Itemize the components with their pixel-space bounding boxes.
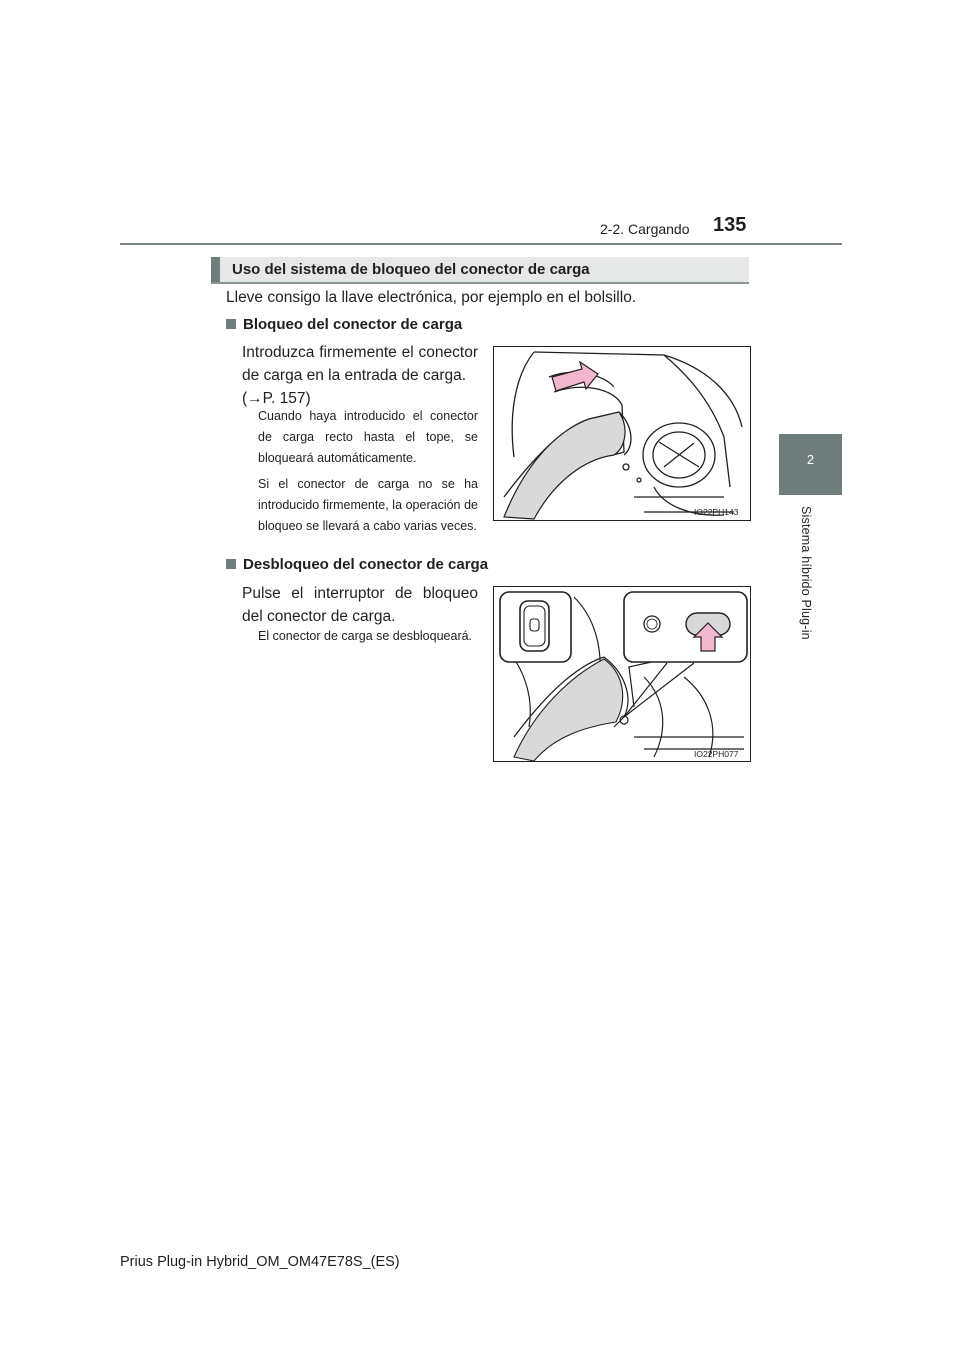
lock-notes (258, 406, 478, 542)
unlock-subheading-text: Desbloqueo del conector de carga (243, 556, 489, 573)
lock-illustration (493, 346, 751, 521)
charging-connector-insert-drawing (494, 347, 750, 520)
lock-subheading-text: Bloqueo del conector de carga (243, 316, 463, 333)
running-header-section: 2-2. Cargando (600, 221, 690, 237)
key-fob-icon (520, 601, 549, 651)
lock-page-reference: (→P. 157) (242, 390, 311, 407)
unlock-subheading (226, 556, 488, 573)
document-footer: Prius Plug-in Hybrid_OM_OM47E78S_(ES) (120, 1254, 400, 1270)
unlock-note (258, 626, 478, 652)
square-bullet-icon (226, 559, 236, 569)
lock-instruction-text: Introduzca firmemente el conector de carga en la entrada de carga. (242, 344, 478, 384)
connector-unlock-switch-drawing (494, 587, 750, 761)
lock-instruction (242, 341, 478, 410)
insert-arrow-icon (552, 362, 598, 391)
lock-subheading (226, 316, 462, 333)
chapter-tab-number: 2 (806, 452, 815, 467)
unlock-figure-code: IO22PH077 (694, 749, 739, 759)
lock-note-1: Cuando haya introducido el conector de carga recto hasta el tope, se bloqueará automáticamente. (258, 409, 478, 465)
section-intro: Lleve consigo la llave electrónica, por ejemplo en el bolsillo. (226, 289, 637, 306)
unlock-illustration (493, 586, 751, 762)
unlock-note-text: El conector de carga se desbloqueará. (258, 629, 473, 643)
square-bullet-icon (226, 319, 236, 329)
lock-note-2: Si el conector de carga no se ha introducido firmemente, la operación de bloqueo se llevará a cabo varias veces. (258, 477, 478, 533)
section-heading: Uso del sistema de bloqueo del conector de carga (211, 257, 749, 282)
lock-figure-code: IO22PH143 (694, 507, 739, 517)
chapter-tab-label: Sistema híbrido Plug-in (799, 506, 813, 640)
header-rule (120, 243, 842, 245)
section-heading-rule (211, 282, 749, 284)
unlock-instruction: Pulse el interruptor de bloqueo del conector de carga. (242, 585, 478, 625)
page-number: 135 (713, 214, 747, 236)
